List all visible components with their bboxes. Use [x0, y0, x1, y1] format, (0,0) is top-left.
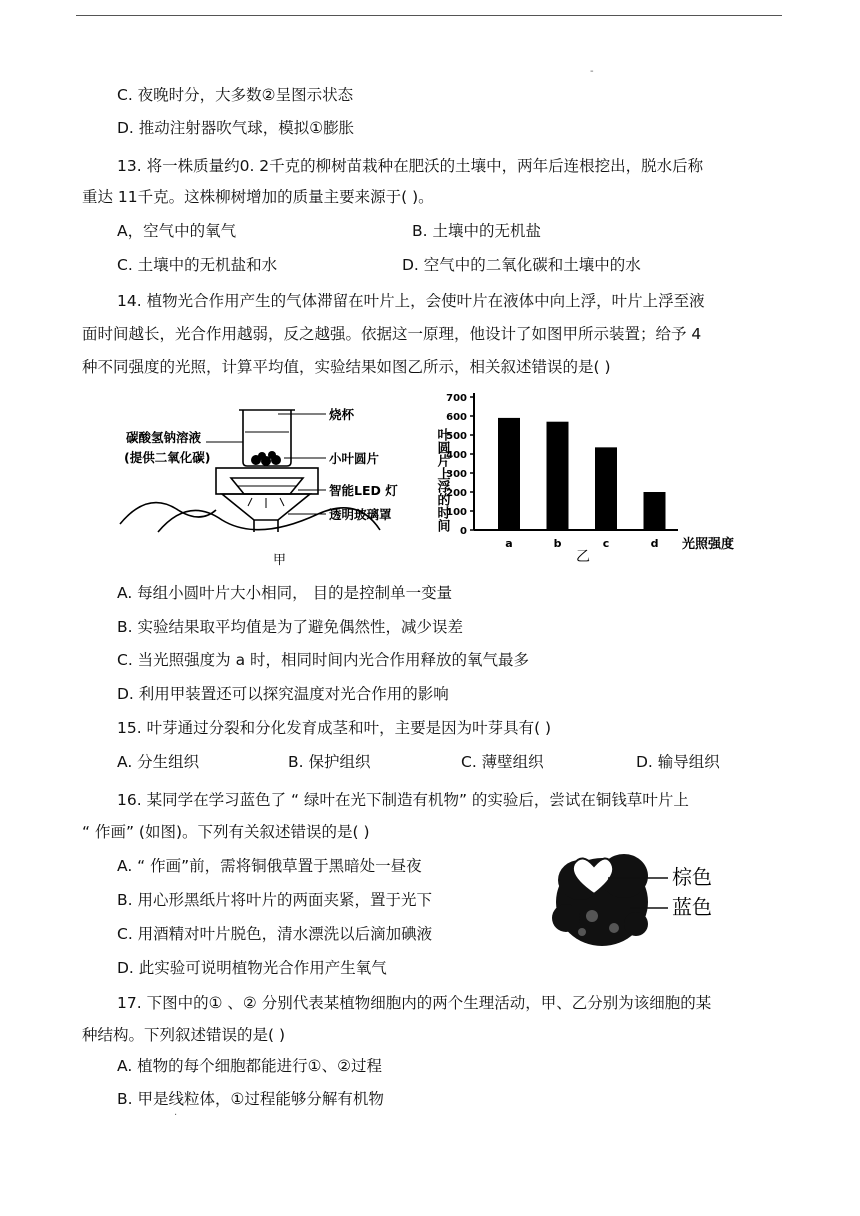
q17-option-b: B. 甲是线粒体，①过程能够分解有机物 [117, 1090, 384, 1108]
figure-jia-caption: 甲 [273, 553, 287, 568]
y-axis-label: 叶圆片上浮的时间 [434, 428, 450, 532]
leaf-heart-figure [552, 846, 742, 950]
speck: - [590, 66, 594, 77]
q13-option-c: C. 土壤中的无机盐和水 [117, 256, 278, 274]
y-tick-label: 700 [446, 393, 467, 404]
y-tick-label: 300 [446, 469, 467, 480]
y-tick-label: 200 [446, 488, 467, 499]
q16-option-b: B. 用心形黑纸片将叶片的两面夹紧，置于光下 [117, 891, 432, 909]
x-axis-label: 光照强度 [682, 537, 735, 552]
q13-stem: 13. 将一株质量约0. 2千克的柳树苗栽种在肥沃的土壤中，两年后连根挖出，脱水后称 [117, 157, 704, 175]
bar-d [644, 492, 666, 530]
q15-option-b: B. 保护组织 [288, 753, 371, 771]
y-tick-label: 500 [446, 431, 467, 442]
co2-label: (提供二氧化碳) [124, 450, 211, 465]
q14-stem-cont1: 面时间越长，光合作用越弱，反之越强。依据这一原理，他设计了如图甲所示装置；给予 4 [82, 325, 702, 343]
x-tick-label-d: d [650, 537, 659, 550]
solution-label: 碳酸氢钠溶液 [126, 430, 202, 445]
y-tick-label: 100 [446, 507, 467, 518]
glass-cover-label: 透明玻璃罩 [329, 507, 392, 522]
y-tick-label: 600 [446, 412, 467, 423]
q13-option-b: B. 土壤中的无机盐 [412, 222, 541, 240]
q14-option-a: A. 每组小圆叶片大小相同， 目的是控制单一变量 [117, 584, 453, 602]
y-tick-label: 400 [446, 450, 467, 461]
q16-stem: 16. 某同学在学习蓝色了 “ 绿叶在光下制造有机物” 的实验后，尝试在铜钱草叶片上 [117, 791, 689, 809]
bar-chart [428, 385, 758, 575]
q14-stem-cont2: 种不同强度的光照，计算平均值，实验结果如图乙所示，相关叙述错误的是( ) [82, 358, 611, 376]
q16-option-c: C. 用酒精对叶片脱色，清水漂洗以后滴加碘液 [117, 925, 433, 943]
q15-option-a: A. 分生组织 [117, 753, 200, 771]
q13-stem-cont: 重达 11千克。这株柳树增加的质量主要来源于( )。 [82, 188, 434, 206]
blue-label: 蓝色 [672, 895, 712, 919]
q16-stem-cont: “ 作画” (如图)。下列有关叙述错误的是( ) [82, 823, 370, 841]
q15-option-d: D. 输导组织 [636, 753, 720, 771]
x-tick-label-a: a [505, 537, 513, 550]
speck-bottom: . [174, 1107, 178, 1118]
apparatus-figure [118, 392, 418, 570]
bar-c [595, 447, 617, 530]
q15-option-c: C. 薄壁组织 [461, 753, 544, 771]
x-tick-label-c: c [602, 537, 610, 550]
q14-option-d: D. 利用甲装置还可以探究温度对光合作用的影响 [117, 685, 449, 703]
bar-a [498, 418, 520, 530]
led-label: 智能LED 灯 [329, 483, 398, 498]
q13-option-a: A，空气中的氧气 [117, 222, 237, 240]
top-rule [76, 15, 782, 16]
figure-yi-caption: 乙 [576, 549, 590, 565]
q14-option-c: C. 当光照强度为 a 时，相同时间内光合作用释放的氧气最多 [117, 651, 530, 669]
leaf-disc-label: 小叶圆片 [329, 451, 380, 466]
q15-stem: 15. 叶芽通过分裂和分化发育成茎和叶，主要是因为叶芽具有( ) [117, 719, 552, 737]
beaker-label: 烧杯 [329, 407, 355, 422]
q17-stem: 17. 下图中的① 、② 分别代表某植物细胞内的两个生理活动，甲、乙分别为该细胞的某 [117, 994, 712, 1012]
q14-option-b: B. 实验结果取平均值是为了避免偶然性，减少误差 [117, 618, 463, 636]
q14-stem: 14. 植物光合作用产生的气体滞留在叶片上，会使叶片在液体中向上浮，叶片上浮至液 [117, 292, 705, 310]
y-tick-label: 0 [460, 526, 467, 537]
option-d-line: D. 推动注射器吹气球，模拟①膨胀 [117, 119, 355, 137]
q16-option-a: A. “ 作画”前，需将铜俄草置于黑暗处一昼夜 [117, 857, 422, 875]
option-c-line: C. 夜晚时分，大多数②呈图示状态 [117, 86, 354, 104]
x-tick-label-b: b [553, 537, 562, 550]
brown-label: 棕色 [672, 865, 712, 889]
q13-option-d: D. 空气中的二氧化碳和土壤中的水 [402, 256, 641, 274]
q17-option-a: A. 植物的每个细胞都能进行①、②过程 [117, 1057, 382, 1075]
q16-option-d: D. 此实验可说明植物光合作用产生氧气 [117, 959, 387, 977]
bar-b [547, 422, 569, 530]
q17-stem-cont: 种结构。下列叙述错误的是( ) [82, 1026, 286, 1044]
